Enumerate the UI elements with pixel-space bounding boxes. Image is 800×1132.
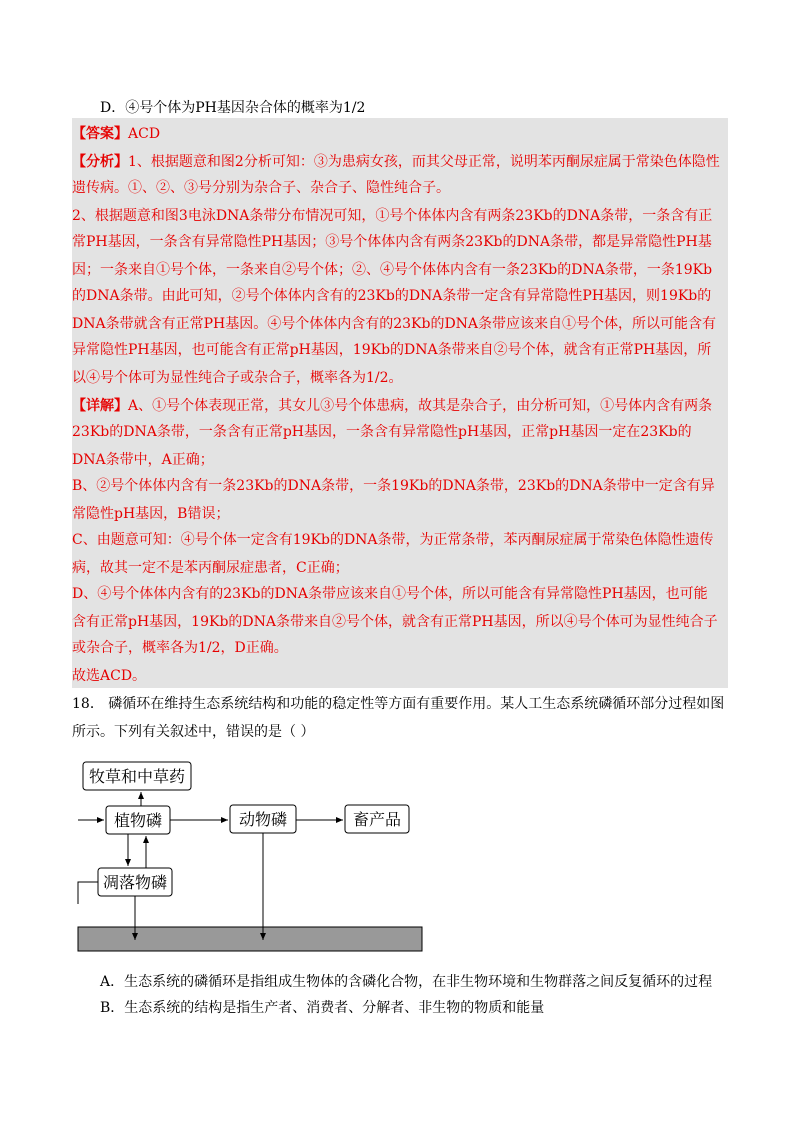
detail-line-11: 故选ACD。	[72, 668, 147, 684]
herbs-box-label: 牧草和中草药	[88, 767, 186, 786]
arrow-litter-to-soil-line	[78, 882, 98, 904]
analysis-line-6: 的DNA条带。由此可知，②号个体体内含有的23Kb的DNA条带一定含有异常隐性PH基因，则19Kb的	[72, 288, 712, 304]
option-b-text: B．生态系统的结构是指生产者、消费者、分解者、非生物的物质和能量	[100, 1000, 545, 1016]
livestock-products-box	[345, 805, 409, 833]
analysis-line-5: 因；一条来自①号个体，一条来自②号个体；②、④号个体体内含有一条23Kb的DNA条带，一条19Kb	[72, 262, 713, 278]
plant-phosphorus-box	[106, 806, 170, 834]
animal-phosphorus-label: 动物磷	[238, 810, 288, 829]
answer-value: ACD	[128, 126, 161, 142]
detail-line-8: D、④号个体体内含有的23Kb的DNA条带应该来自①号个体，所以可能含有异常隐性PH基因，也可能	[72, 586, 708, 602]
detail-label: 【详解】	[72, 398, 128, 414]
detail-line-7: 病，故其一定不是苯丙酮尿症患者，C正确；	[72, 560, 349, 576]
detail-line-9: 含有正常pH基因，19Kb的DNA条带来自②号个体，就含有正常PH基因，所以④号个体可为显性纯合子	[72, 614, 718, 630]
detail-line-4: B、②号个体体内含有一条23Kb的DNA条带，一条19Kb的DNA条带，23Kb的DNA条带中一定含有异	[72, 478, 715, 494]
analysis-line-7: DNA条带就含有正常PH基因。④号个体体内含有的23Kb的DNA条带应该来自①号个体，所以可能含有	[72, 316, 717, 332]
question-18-line-2: 所示。下列有关叙述中，错误的是（ ）	[72, 724, 315, 740]
herbs-box	[83, 762, 191, 790]
detail-line-5: 常隐性pH基因，B错误；	[72, 506, 230, 522]
detail-line-3: DNA条带中，A正确；	[72, 452, 214, 468]
detail-line-6: C、由题意可知：④号个体一定含有19Kb的DNA条带，为正常条带，苯丙酮尿症属于常染色体隐性遗传	[72, 532, 714, 548]
animal-phosphorus-box	[230, 805, 296, 833]
analysis-line-4: 常PH基因，一条含有异常隐性PH基因；③号个体体内含有两条23Kb的DNA条带，都是异常隐性PH基	[72, 234, 712, 250]
livestock-products-label: 畜产品	[352, 810, 402, 829]
answer-label: 【答案】	[72, 126, 128, 142]
option-d-text: D．④号个体为PH基因杂合体的概率为1/2	[100, 100, 366, 116]
option-a-text: A．生态系统的磷循环是指组成生物体的含磷化合物，在非生物环境和生物群落之间反复循环的过程	[100, 974, 713, 990]
soil-bar	[78, 927, 422, 951]
analysis-line-3: 2、根据题意和图3电泳DNA条带分布情况可知，①号个体体内含有两条23Kb的DNA条带，一条含有正	[72, 208, 713, 224]
detail-line-1: 【详解】A、①号个体表现正常，其女儿③号个体患病，故其是杂合子，由分析可知，①号体内含有两条	[72, 398, 713, 414]
detail-line-2: 23Kb的DNA条带，一条含有正常pH基因，一条含有异常隐性pH基因，正常pH基因一定在23Kb的	[72, 424, 692, 440]
analysis-line-9: 以④号个体可为显性纯合子或杂合子，概率各为1/2。	[72, 370, 403, 386]
plant-phosphorus-label: 植物磷	[113, 811, 163, 830]
litter-phosphorus-box	[98, 868, 172, 896]
analysis-label: 【分析】	[72, 154, 128, 170]
question-18-line-1: 18． 磷循环在维持生态系统结构和功能的稳定性等方面有重要作用。某人工生态系统磷循环部分过程如图	[72, 696, 725, 712]
detail-line-10: 或杂合子，概率各为1/2，D正确。	[72, 640, 288, 656]
analysis-line-8: 异常隐性PH基因，也可能含有正常pH基因，19Kb的DNA条带来自②号个体，就含有正常PH基因，所	[72, 342, 712, 358]
analysis-line-1: 【分析】1、根据题意和图2分析可知：③为患病女孩，而其父母正常，说明苯丙酮尿症属于常染色体隐性	[72, 154, 720, 170]
litter-phosphorus-label: 凋落物磷	[102, 873, 168, 892]
analysis-line-2: 遗传病。①、②、③号分别为杂合子、杂合子、隐性纯合子。	[72, 180, 450, 196]
